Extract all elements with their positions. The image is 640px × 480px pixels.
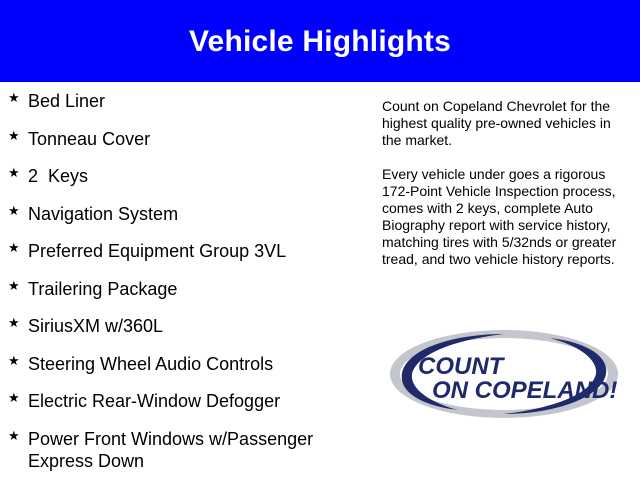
- feature-item: [8, 278, 353, 316]
- header-banner: [0, 0, 640, 82]
- feature-item: [8, 315, 353, 353]
- count-on-copeland-logo: [388, 328, 620, 420]
- feature-label: Steering Wheel Audio Controls: [28, 353, 274, 374]
- feature-label: Electric Rear-Window Defogger: [28, 391, 281, 411]
- feature-label: Preferred Equipment Group 3VL: [28, 241, 287, 261]
- promo-paragraph: Every vehicle under goes a rigorous 172-Point Vehicle Inspection process, comes with 2 keys, complete Auto Biography report with service history, matching tires with 5/32nds or greater tread, and two vehicle history reports.: [382, 166, 617, 267]
- star-icon: ★: [8, 128, 20, 144]
- page-title: Vehicle Highlights: [189, 25, 451, 58]
- star-icon: ★: [8, 391, 20, 406]
- feature-label: Power Front Windows w/Passenger Express Down: [28, 428, 319, 471]
- star-icon: ★: [8, 278, 20, 294]
- star-icon: ★: [8, 241, 20, 256]
- feature-item: [8, 128, 353, 166]
- feature-item: [8, 203, 353, 241]
- promo-paragraph: Count on Copeland Chevrolet for the highest quality pre-owned vehicles in the market.: [382, 98, 611, 148]
- star-icon: ★: [8, 203, 20, 219]
- star-icon: ★: [8, 353, 20, 369]
- promo-text: [382, 98, 632, 285]
- star-icon: ★: [8, 316, 20, 331]
- feature-item: [8, 240, 353, 278]
- feature-item: [8, 353, 353, 391]
- feature-item: [8, 390, 353, 428]
- star-icon: ★: [8, 166, 20, 181]
- feature-label: Navigation System: [28, 203, 179, 224]
- feature-label: Bed Liner: [28, 91, 106, 111]
- star-icon: ★: [8, 91, 20, 106]
- star-icon: ★: [8, 428, 20, 444]
- feature-label: Tonneau Cover: [28, 128, 151, 149]
- logo-text-line-1: COUNT: [418, 353, 504, 380]
- feature-label: 2 Keys: [28, 166, 89, 186]
- feature-list: [8, 90, 353, 472]
- feature-item: [8, 428, 353, 472]
- feature-label: SiriusXM w/360L: [28, 316, 164, 336]
- logo-text-line-2: ON COPELAND!: [432, 377, 618, 404]
- feature-item: [8, 90, 353, 128]
- feature-label: Trailering Package: [28, 278, 178, 299]
- feature-item: [8, 165, 353, 203]
